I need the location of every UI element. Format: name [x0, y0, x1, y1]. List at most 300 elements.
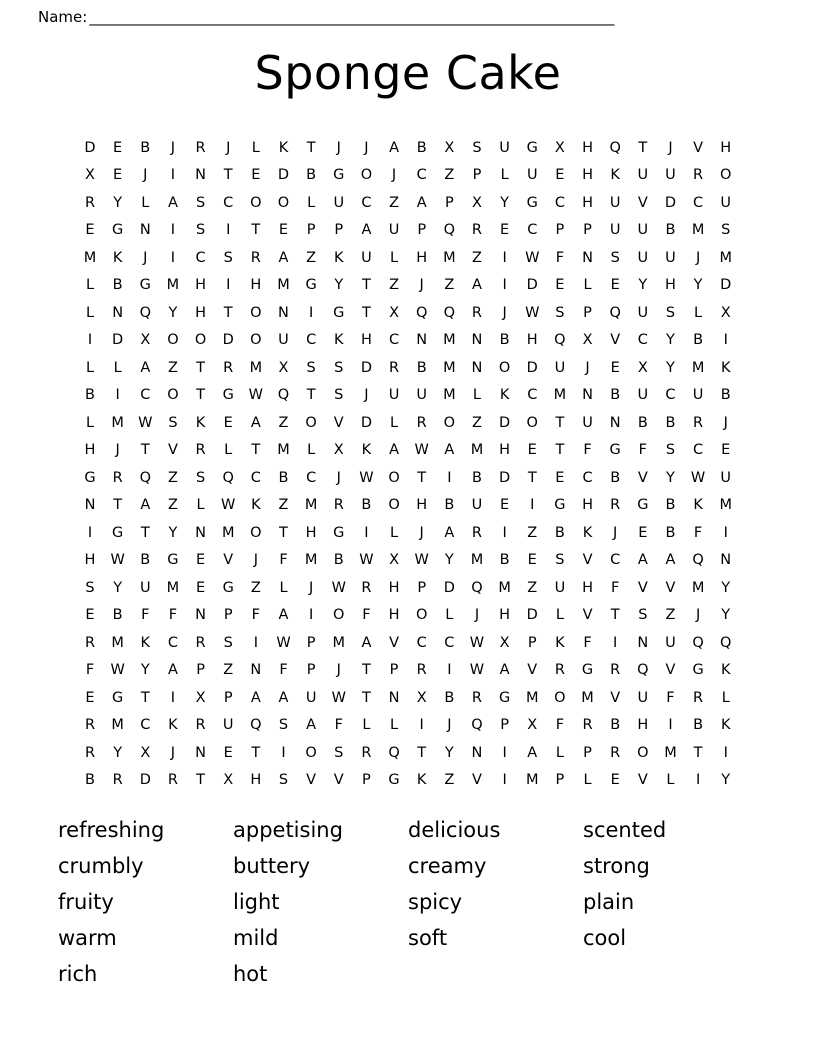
grid-letter: I — [87, 332, 93, 348]
grid-letter: G — [112, 689, 124, 706]
grid-letter: M — [111, 717, 124, 733]
grid-letter: C — [610, 552, 621, 568]
grid-letter: O — [415, 607, 428, 623]
grid-letter: P — [306, 222, 316, 238]
grid-letter: Z — [306, 249, 317, 266]
grid-letter: U — [720, 469, 732, 486]
grid-letter: K — [168, 717, 178, 733]
word-list-item[interactable]: appetising — [233, 818, 343, 842]
grid-letter: G — [139, 277, 151, 293]
grid-letter: W — [110, 662, 125, 678]
grid-letter: R — [361, 579, 372, 596]
grid-letter: R — [471, 304, 482, 321]
grid-letter: T — [140, 442, 150, 458]
grid-letter: S — [665, 304, 676, 321]
word-list-item[interactable]: crumbly — [58, 854, 144, 878]
grid-letter: W — [221, 497, 236, 513]
grid-letter: X — [85, 167, 95, 183]
word-list-item[interactable]: warm — [58, 926, 117, 950]
grid-letter: S — [472, 139, 482, 156]
grid-letter: R — [610, 744, 621, 761]
grid-letter: A — [140, 359, 151, 376]
grid-letter: B — [610, 387, 621, 403]
grid-letter: W — [414, 442, 429, 458]
grid-letter: I — [226, 277, 231, 293]
grid-letter: H — [582, 167, 593, 183]
grid-letter: Z — [278, 497, 289, 513]
grid-letter: D — [526, 607, 538, 623]
grid-letter: P — [306, 634, 316, 651]
grid-letter: Y — [721, 772, 731, 788]
grid-letter: H — [582, 497, 593, 513]
grid-letter: X — [472, 194, 482, 211]
grid-letter: G — [305, 277, 317, 293]
word-list-item[interactable]: delicious — [408, 818, 501, 842]
word-list-item[interactable]: buttery — [233, 854, 311, 878]
grid-letter: P — [555, 222, 565, 238]
name-blank-line[interactable]: ______________________________________________________________________ — [89, 8, 615, 26]
grid-letter: R — [416, 414, 427, 431]
grid-letter: Z — [444, 277, 455, 293]
grid-letter: L — [390, 524, 399, 541]
grid-letter: H — [195, 277, 207, 293]
grid-row — [78, 244, 738, 272]
grid-letter: G — [581, 662, 594, 678]
grid-letter: U — [361, 249, 372, 266]
grid-letter: I — [308, 607, 314, 623]
grid-letter: X — [223, 772, 234, 788]
grid-letter: N — [388, 689, 400, 706]
grid-letter: G — [84, 469, 96, 486]
grid-letter: O — [388, 469, 400, 486]
grid-row — [78, 602, 738, 630]
grid-letter: O — [498, 359, 511, 376]
grid-letter: G — [112, 524, 124, 541]
word-list-item[interactable]: soft — [408, 926, 448, 950]
grid-letter: M — [719, 497, 732, 513]
grid-letter: T — [527, 469, 537, 486]
word-list-item[interactable]: strong — [583, 854, 650, 878]
grid-letter: W — [359, 552, 374, 568]
grid-letter: J — [695, 249, 701, 266]
grid-letter: Z — [167, 359, 178, 376]
word-list-item[interactable]: light — [233, 890, 280, 914]
grid-letter: T — [113, 497, 123, 513]
grid-letter: K — [555, 634, 565, 651]
grid-letter: D — [112, 332, 124, 348]
grid-letter: M — [443, 332, 456, 348]
grid-letter: F — [693, 524, 703, 541]
grid-letter: O — [277, 194, 290, 211]
grid-letter: E — [610, 359, 620, 376]
grid-letter: N — [139, 222, 151, 238]
grid-letter: R — [84, 194, 96, 211]
grid-letter: V — [582, 607, 593, 623]
grid-letter: R — [195, 139, 206, 156]
grid-letter: E — [85, 607, 95, 623]
grid-letter: T — [361, 277, 371, 293]
grid-row — [78, 217, 738, 245]
grid-letter: I — [170, 689, 176, 706]
grid-letter: V — [610, 689, 621, 706]
grid-letter: S — [334, 359, 344, 376]
grid-letter: I — [447, 662, 452, 678]
grid-letter: N — [471, 359, 483, 376]
grid-letter: T — [361, 662, 371, 678]
grid-letter: R — [693, 167, 704, 183]
grid-letter: L — [390, 717, 399, 733]
grid-letter: F — [251, 607, 261, 623]
grid-letter: M — [498, 579, 511, 596]
grid-letter: V — [333, 772, 344, 788]
grid-letter: C — [444, 634, 455, 651]
word-list-column — [583, 812, 758, 992]
grid-letter: O — [554, 689, 566, 706]
grid-letter: B — [416, 139, 427, 156]
grid-letter: U — [278, 332, 289, 348]
grid-letter: Q — [692, 552, 704, 568]
grid-letter: T — [279, 524, 288, 541]
grid-letter: U — [637, 387, 649, 403]
grid-letter: Z — [223, 662, 234, 678]
grid-letter: Z — [389, 194, 400, 211]
grid-letter: S — [306, 359, 316, 376]
grid-letter: K — [361, 442, 372, 458]
grid-letter: Z — [472, 414, 482, 431]
grid-letter: B — [444, 689, 455, 706]
grid-letter: J — [226, 139, 231, 156]
grid-letter: Y — [444, 744, 454, 761]
grid-letter: N — [195, 524, 206, 541]
grid-letter: H — [582, 194, 593, 211]
grid-letter: U — [609, 222, 621, 238]
grid-letter: D — [499, 414, 511, 431]
grid-letter: H — [582, 139, 593, 156]
grid-letter: C — [693, 442, 704, 458]
grid-letter: J — [253, 552, 258, 568]
grid-letter: I — [170, 222, 176, 238]
grid-letter: X — [278, 359, 289, 376]
grid-letter: B — [333, 552, 344, 568]
word-list-item[interactable]: hot — [233, 962, 268, 986]
grid-row — [78, 134, 738, 162]
grid-letter: L — [390, 414, 399, 431]
grid-letter: V — [333, 414, 344, 431]
grid-letter: Y — [113, 194, 123, 211]
grid-letter: S — [334, 744, 344, 761]
grid-letter: J — [364, 139, 369, 156]
grid-letter: N — [637, 634, 649, 651]
grid-letter: M — [304, 552, 318, 568]
grid-letter: U — [720, 194, 732, 211]
grid-letter: J — [447, 717, 452, 733]
grid-letter: X — [637, 359, 648, 376]
grid-letter: Q — [443, 222, 456, 238]
grid-letter: Z — [389, 277, 400, 293]
grid-letter: M — [691, 359, 705, 376]
grid-letter: E — [113, 167, 123, 183]
grid-letter: U — [637, 304, 649, 321]
grid-letter: A — [167, 662, 178, 678]
grid-letter: V — [665, 662, 676, 678]
grid-letter: O — [167, 332, 179, 348]
grid-letter: O — [526, 414, 538, 431]
grid-letter: Y — [500, 194, 510, 211]
grid-letter: L — [279, 579, 288, 596]
grid-letter: N — [416, 332, 428, 348]
word-list-item[interactable]: plain — [583, 890, 635, 914]
grid-letter: F — [583, 634, 592, 651]
grid-letter: T — [223, 167, 233, 183]
grid-letter: Q — [277, 387, 290, 403]
grid-letter: P — [583, 304, 592, 321]
grid-letter: I — [253, 634, 258, 651]
grid-letter: U — [554, 359, 566, 376]
grid-letter: L — [555, 744, 564, 761]
grid-letter: M — [470, 442, 484, 458]
grid-letter: P — [500, 717, 509, 733]
grid-letter: J — [336, 662, 341, 678]
word-list-item[interactable]: creamy — [408, 854, 487, 878]
grid-row — [78, 684, 738, 712]
grid-letter: I — [723, 744, 728, 761]
grid-letter: Q — [139, 304, 151, 321]
grid-letter: M — [166, 579, 180, 596]
word-list-item[interactable]: cool — [583, 926, 627, 950]
grid-letter: T — [306, 387, 316, 403]
grid-letter: M — [581, 689, 594, 706]
grid-letter: A — [472, 277, 482, 293]
grid-letter: E — [500, 222, 510, 238]
grid-letter: W — [525, 304, 540, 321]
grid-letter: C — [388, 332, 400, 348]
grid-letter: R — [84, 717, 96, 733]
grid-letter: E — [113, 139, 123, 156]
word-list-item[interactable]: spicy — [408, 890, 463, 914]
grid-letter: S — [168, 414, 178, 431]
grid-letter: F — [362, 607, 371, 623]
word-list-item[interactable]: rich — [58, 962, 98, 986]
grid-letter: H — [637, 717, 649, 733]
word-list-item[interactable]: refreshing — [58, 818, 165, 842]
grid-row — [78, 464, 738, 492]
grid-letter: M — [277, 277, 290, 293]
grid-letter: L — [85, 359, 95, 376]
grid-letter: V — [223, 552, 234, 568]
grid-letter: B — [693, 717, 704, 733]
grid-letter: D — [443, 579, 455, 596]
grid-row — [78, 162, 738, 190]
grid-letter: B — [85, 387, 95, 403]
grid-letter: X — [140, 744, 151, 761]
grid-letter: G — [692, 662, 704, 678]
grid-letter: M — [443, 249, 456, 266]
grid-letter: G — [222, 579, 234, 596]
grid-letter: K — [582, 524, 593, 541]
grid-letter: F — [168, 607, 178, 623]
grid-letter: R — [693, 414, 704, 431]
grid-letter: A — [499, 662, 510, 678]
grid-letter: Y — [140, 662, 150, 678]
grid-letter: D — [499, 469, 511, 486]
grid-letter: U — [692, 387, 704, 403]
grid-letter: C — [416, 634, 427, 651]
name-field-row — [38, 6, 782, 26]
grid-letter: B — [444, 497, 455, 513]
grid-letter: X — [195, 689, 206, 706]
grid-letter: K — [334, 332, 344, 348]
grid-letter: S — [223, 249, 233, 266]
grid-letter: C — [582, 469, 593, 486]
grid-letter: Q — [720, 634, 732, 651]
word-list-item[interactable]: mild — [233, 926, 279, 950]
grid-letter: D — [139, 772, 151, 788]
grid-letter: Y — [334, 277, 344, 293]
grid-letter: I — [115, 387, 120, 403]
grid-letter: P — [444, 194, 454, 211]
grid-row — [78, 739, 738, 767]
grid-letter: R — [84, 744, 96, 761]
grid-letter: N — [582, 249, 593, 266]
grid-letter: I — [308, 304, 314, 321]
grid-letter: G — [112, 222, 124, 238]
grid-letter: M — [719, 249, 732, 266]
grid-letter: K — [720, 662, 731, 678]
grid-letter: J — [723, 414, 728, 431]
grid-letter: E — [251, 167, 261, 183]
grid-letter: D — [526, 359, 538, 376]
grid-letter: B — [554, 524, 565, 541]
grid-letter: K — [251, 497, 261, 513]
grid-letter: R — [112, 772, 123, 788]
grid-letter: Z — [444, 772, 455, 788]
grid-letter: J — [364, 387, 369, 403]
grid-letter: M — [525, 689, 539, 706]
grid-letter: H — [416, 497, 428, 513]
grid-letter: W — [690, 469, 706, 486]
grid-letter: F — [666, 689, 675, 706]
grid-letter: B — [85, 772, 95, 788]
grid-letter: R — [554, 662, 565, 678]
grid-letter: O — [443, 414, 456, 431]
grid-letter: V — [306, 772, 317, 788]
grid-letter: B — [720, 387, 731, 403]
grid-letter: M — [221, 524, 235, 541]
grid-letter: B — [499, 332, 510, 348]
grid-letter: J — [170, 139, 176, 156]
grid-letter: R — [223, 359, 234, 376]
grid-letter: D — [526, 277, 538, 293]
grid-letter: P — [417, 579, 427, 596]
grid-letter: I — [170, 249, 176, 266]
word-list-column — [58, 812, 233, 992]
grid-letter: V — [693, 139, 704, 156]
grid-letter: O — [250, 332, 262, 348]
word-list-item[interactable]: fruity — [58, 890, 114, 914]
grid-row — [78, 409, 738, 437]
grid-letter: N — [471, 332, 483, 348]
grid-letter: M — [111, 414, 124, 431]
grid-letter: C — [195, 249, 206, 266]
grid-letter: M — [277, 442, 290, 458]
grid-letter: B — [278, 469, 289, 486]
word-list-item[interactable]: scented — [583, 818, 667, 842]
grid-letter: K — [693, 497, 703, 513]
grid-letter: I — [530, 497, 535, 513]
grid-letter: Y — [638, 277, 648, 293]
grid-letter: D — [720, 277, 732, 293]
grid-letter: P — [223, 689, 233, 706]
grid-letter: X — [389, 304, 400, 321]
grid-letter: T — [251, 744, 261, 761]
grid-letter: O — [720, 167, 732, 183]
grid-letter: Q — [609, 304, 621, 321]
grid-letter: U — [665, 634, 676, 651]
grid-letter: R — [250, 249, 261, 266]
grid-letter: X — [333, 442, 344, 458]
grid-letter: N — [720, 552, 732, 568]
grid-letter: Z — [665, 607, 676, 623]
grid-letter: A — [527, 744, 538, 761]
grid-letter: H — [499, 442, 511, 458]
grid-letter: A — [278, 249, 289, 266]
grid-letter: A — [416, 194, 427, 211]
grid-letter: R — [693, 689, 704, 706]
grid-letter: W — [469, 662, 485, 678]
grid-letter: Y — [721, 579, 731, 596]
grid-letter: M — [111, 634, 124, 651]
grid-row — [78, 354, 738, 382]
grid-letter: Y — [444, 552, 454, 568]
grid-letter: C — [140, 387, 151, 403]
page-title: Sponge Cake — [254, 46, 562, 100]
grid-letter: U — [637, 249, 649, 266]
grid-letter: I — [87, 524, 93, 541]
grid-letter: S — [638, 607, 648, 623]
grid-letter: R — [333, 497, 344, 513]
grid-letter: W — [331, 689, 346, 706]
grid-letter: T — [223, 304, 233, 321]
grid-letter: H — [416, 249, 428, 266]
grid-letter: A — [361, 222, 372, 238]
grid-letter: B — [665, 497, 676, 513]
grid-letter: X — [499, 634, 510, 651]
grid-letter: A — [250, 414, 261, 431]
grid-letter: C — [250, 469, 261, 486]
grid-letter: J — [419, 524, 424, 541]
grid-letter: B — [416, 359, 427, 376]
grid-letter: S — [334, 387, 344, 403]
grid-letter: Q — [554, 332, 566, 348]
grid-letter: I — [502, 277, 507, 293]
grid-letter: R — [195, 634, 206, 651]
grid-letter: V — [389, 634, 399, 651]
grid-letter: T — [610, 607, 620, 623]
grid-letter: L — [472, 387, 482, 403]
grid-letter: T — [251, 222, 261, 238]
grid-letter: C — [306, 469, 317, 486]
grid-letter: A — [637, 552, 648, 568]
grid-letter: T — [140, 524, 150, 541]
grid-letter: N — [195, 607, 206, 623]
grid-letter: Y — [113, 744, 123, 761]
grid-letter: U — [582, 414, 593, 431]
grid-letter: B — [693, 332, 704, 348]
grid-letter: T — [693, 744, 703, 761]
grid-letter: X — [389, 552, 400, 568]
grid-letter: F — [555, 249, 565, 266]
grid-letter: H — [720, 139, 732, 156]
